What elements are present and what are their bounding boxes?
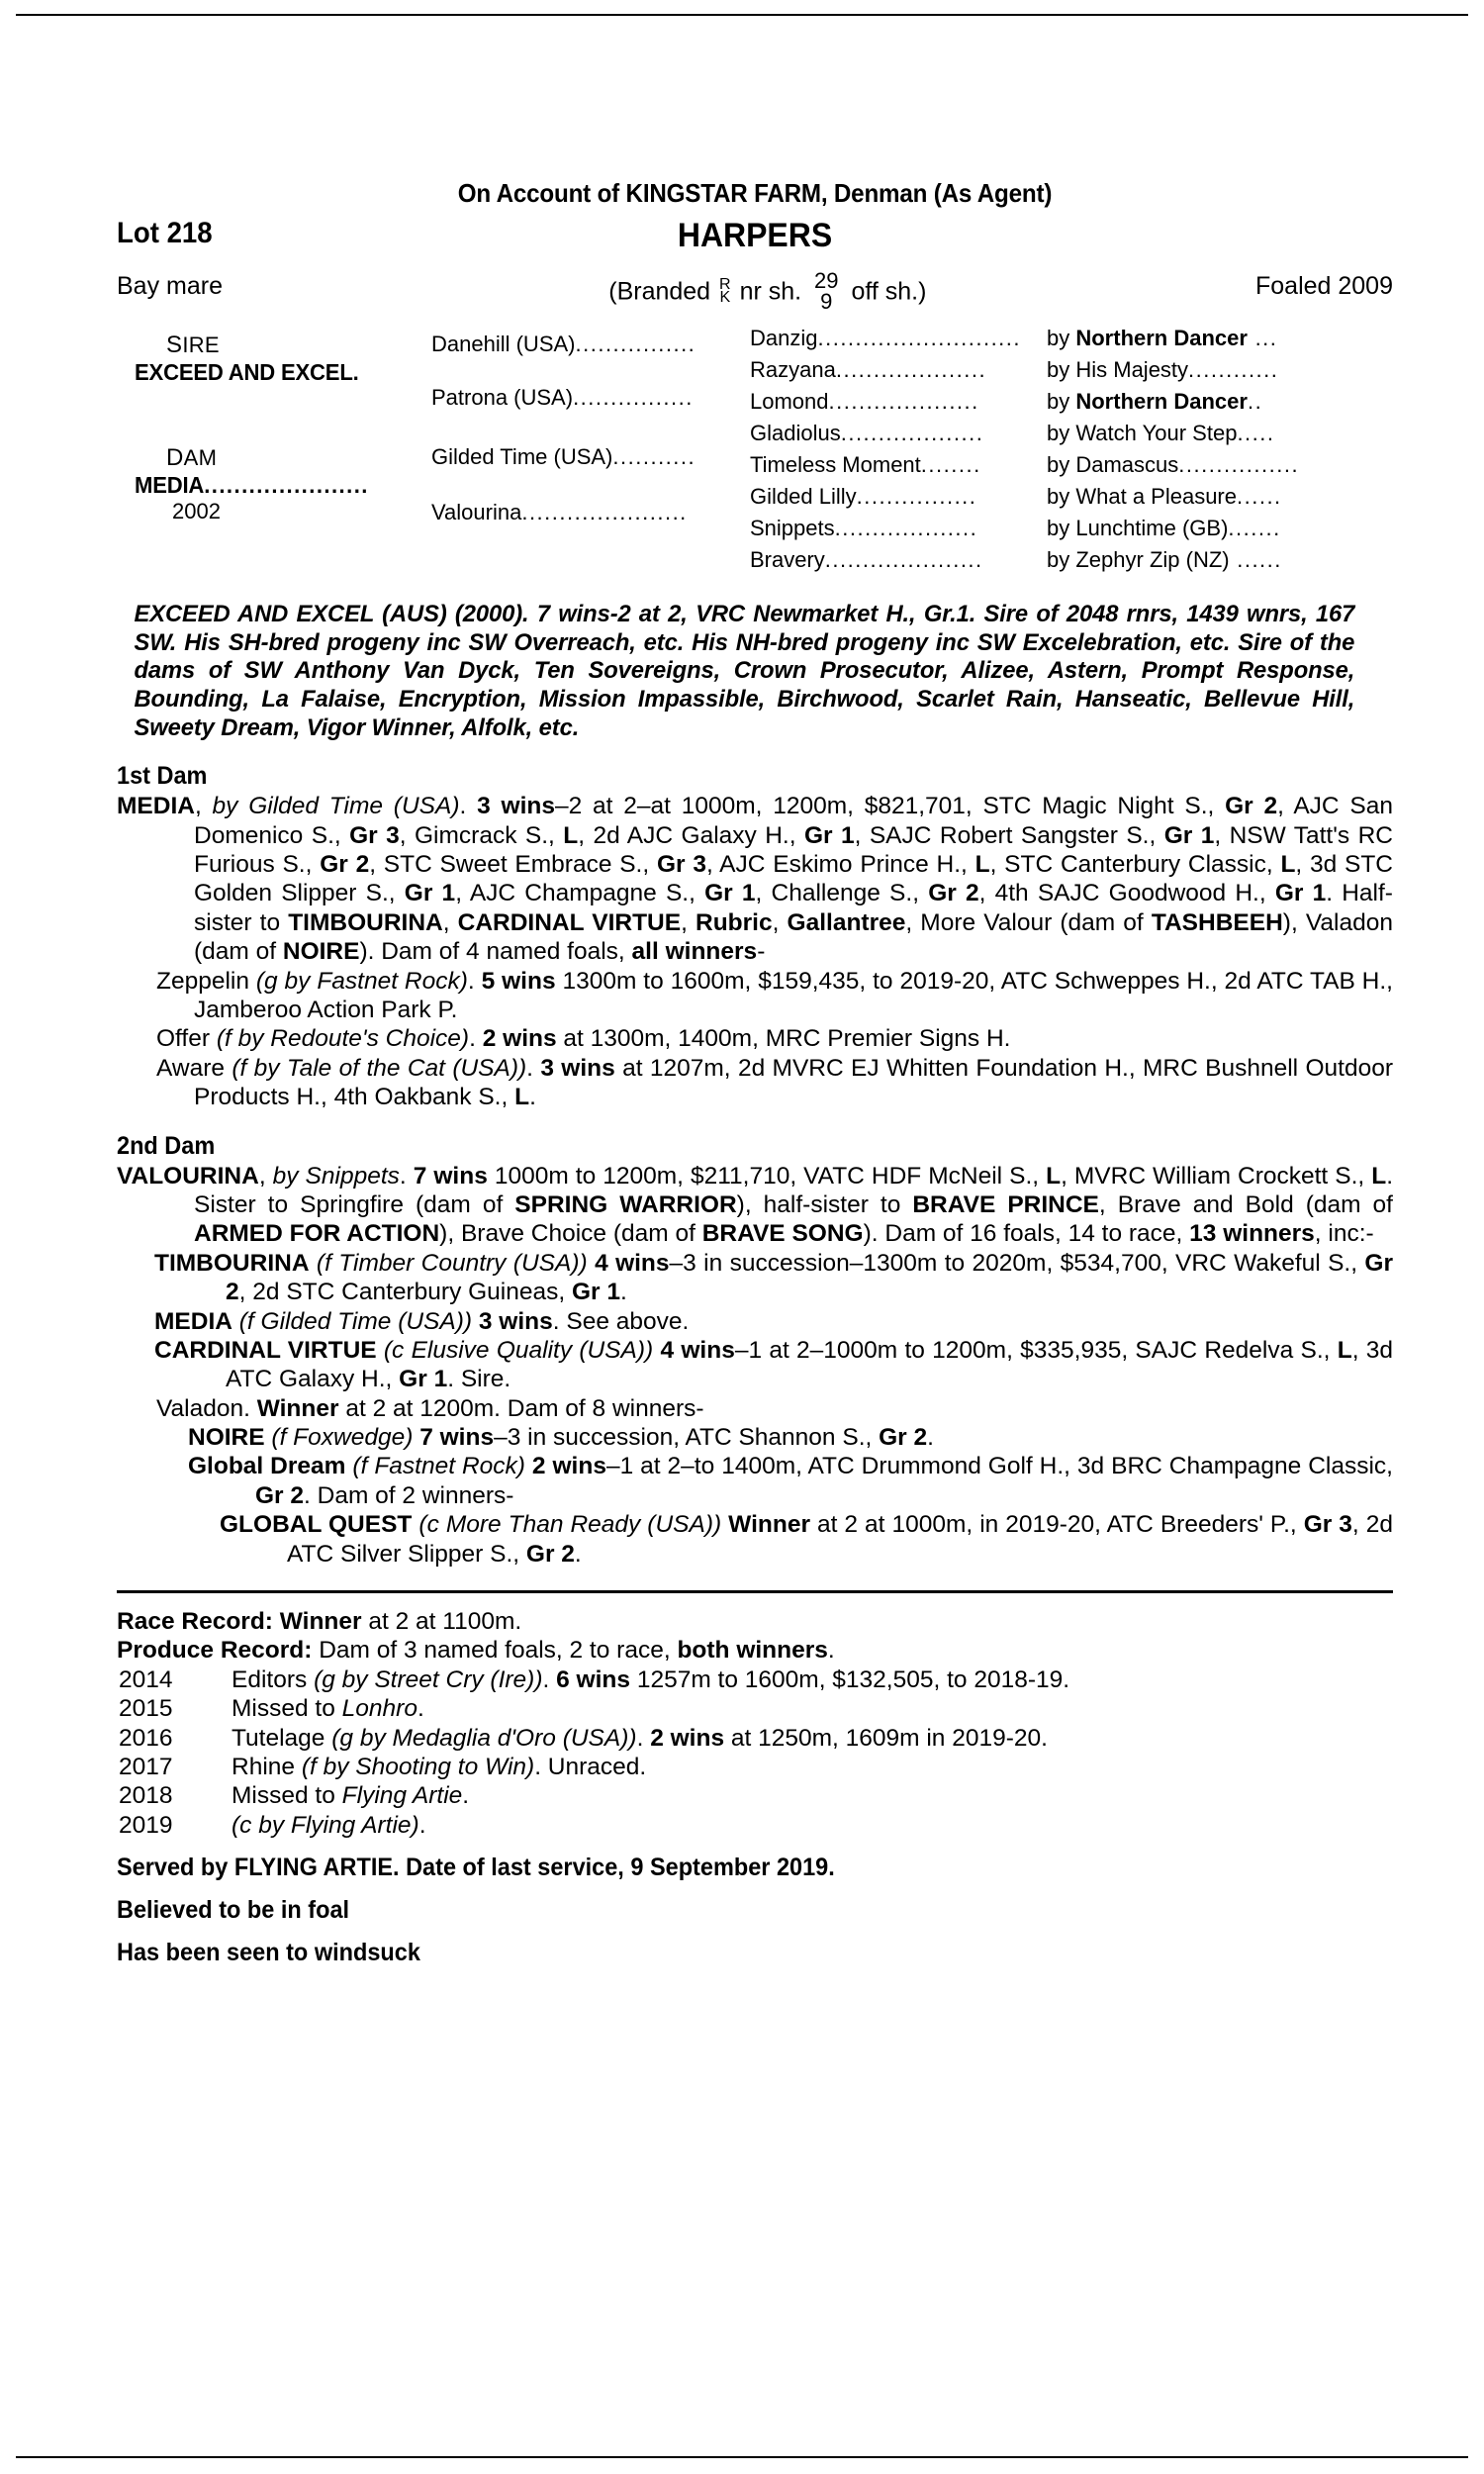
grandparent-row: Gladiolus................... [750, 421, 984, 445]
sire-name: EXCEED AND EXCEL. [135, 359, 359, 385]
second-dam-progeny-item: GLOBAL QUEST (c More Than Ready (USA)) Winner at 2 at 1000m, in 2019-20, ATC Breeders' P., Gr 3, 2d ATC Silver Slipper S., Gr 2. [220, 1511, 1393, 1568]
grandparent-row: Timeless Moment........ [750, 452, 981, 477]
second-dam-progeny-item: CARDINAL VIRTUE (c Elusive Quality (USA)) 4 wins–1 at 2–1000m to 1200m, $335,935, SAJC Redelva S., L, 3d ATC Galaxy H., Gr 1. Sire. [154, 1336, 1394, 1393]
produce-year-line: 2016 Tutelage (g by Medaglia d'Oro (USA)). 2 wins at 1250m, 1609m in 2019-20. [119, 1724, 1048, 1752]
brand-description [608, 268, 927, 314]
grandparent-row: Danzig........................... [750, 326, 1022, 350]
sire-block [135, 332, 368, 386]
footer-records [117, 1607, 1393, 1840]
grandparent-row: Razyana.................... [750, 357, 987, 382]
footer-divider [117, 1590, 1393, 1593]
page-bottom-rule [16, 2456, 1468, 2458]
brand-letter-top: R [719, 275, 731, 293]
first-dam-heading: 1st Dam [117, 762, 208, 791]
second-dam-progeny-item: TIMBOURINA (f Timber Country (USA)) 4 wins–3 in succession–1300m to 2020m, $534,700, VRC Wakeful S., Gr 2, 2d STC Canterbury Guineas, Gr 1. [154, 1249, 1394, 1306]
greatgrandsire-row: by Lunchtime (GB)....... [1047, 516, 1281, 540]
sire-label: SIRE [166, 332, 220, 358]
parent-row: Gilded Time (USA)........... [431, 444, 696, 469]
greatgrandsire-row: by Northern Dancer.. [1047, 389, 1263, 414]
parent-row: Patrona (USA)................ [431, 385, 694, 410]
second-dam-progeny-item: Global Dream (f Fastnet Rock) 2 wins–1 at 2–to 1400m, ATC Drummond Golf H., 3d BRC Champagne Classic, Gr 2. Dam of 2 winners- [188, 1453, 1393, 1509]
in-foal-line: Believed to be in foal [117, 1896, 350, 1925]
dam-block [135, 444, 379, 524]
pedigree-table [117, 326, 1393, 572]
second-dam-paragraph: VALOURINA, by Snippets. 7 wins 1000m to 1200m, $211,710, VATC HDF McNeil S., L, MVRC William Crockett S., L. Sister to Springfire (dam of SPRING WARRIOR), half-sister to BRAVE PRINCE, Brave and Bold (dam of ARMED FOR ACTION), Brave Choice (dam of BRAVE SONG). Dam of 16 foals, 14 to race, 13 winners, inc:- [117, 1162, 1393, 1248]
brand-number-top: 29 [814, 268, 839, 293]
second-dam-progeny-item: NOIRE (f Foxwedge) 7 wins–3 in succession, ATC Shannon S., Gr 2. [188, 1424, 934, 1452]
greatgrandsire-row: by What a Pleasure...... [1047, 484, 1282, 509]
second-dam-progeny-item: MEDIA (f Gilded Time (USA)) 3 wins. See above. [154, 1307, 690, 1335]
account-line: On Account of KINGSTAR FARM, Denman (As Agent) [457, 178, 1053, 208]
second-dam-progeny-item: Valadon. Winner at 2 at 1200m. Dam of 8 winners- [156, 1394, 704, 1422]
lot-row [117, 217, 1393, 260]
greatgrandsire-row: by Zephyr Zip (NZ) ...... [1047, 547, 1282, 572]
description-row [117, 266, 1393, 312]
produce-year-line: 2015 Missed to Lonhro. [119, 1695, 424, 1723]
second-dam-heading: 2nd Dam [117, 1131, 216, 1160]
windsuck-line: Has been seen to windsuck [117, 1939, 420, 1967]
foaled-year: Foaled 2009 [1254, 272, 1393, 300]
lot-number: Lot 218 [117, 217, 213, 249]
brand-letter-bottom: K [719, 288, 731, 306]
grandparent-row: Gilded Lilly................ [750, 484, 977, 509]
first-dam-progeny-item: Aware (f by Tale of the Cat (USA)). 3 wins at 1207m, 2d MVRC EJ Whitten Foundation H., MRC Bushnell Outdoor Products H., 4th Oakbank S., L. [156, 1054, 1393, 1111]
brand-number-bottom: 9 [820, 288, 833, 314]
page-content [117, 178, 1393, 1967]
brand-mark-letters [719, 275, 731, 306]
grandparent-row: Lomond.................... [750, 389, 979, 414]
parent-row: Valourina...................... [431, 500, 688, 524]
greatgrandsire-row: by Northern Dancer ... [1047, 326, 1278, 350]
first-dam-progeny-item: Offer (f by Redoute's Choice). 2 wins at 1300m, 1400m, MRC Premier Signs H. [156, 1025, 1011, 1053]
horse-name: HARPERS [677, 217, 833, 254]
produce-year-line: 2018 Missed to Flying Artie. [119, 1782, 470, 1810]
grandparent-row: Snippets................... [750, 516, 978, 540]
branded-prefix: (Branded [608, 277, 711, 306]
greatgrandsire-row: by Damascus................ [1047, 452, 1300, 477]
produce-year-line: 2019 (c by Flying Artie). [119, 1811, 426, 1839]
served-by-line: Served by FLYING ARTIE. Date of last service, 9 September 2019. [117, 1854, 835, 1882]
greatgrandsire-row: by Watch Your Step..... [1047, 421, 1275, 445]
greatgrandsire-row: by His Majesty............ [1047, 357, 1279, 382]
produce-record-line: Produce Record: Dam of 3 named foals, 2 to race, both winners. [117, 1637, 835, 1665]
brand-mark-numbers [814, 268, 839, 314]
parent-row: Danehill (USA)................ [431, 332, 696, 356]
first-dam-paragraph: MEDIA, by Gilded Time (USA). 3 wins–2 at 2–at 1000m, 1200m, $821,701, STC Magic Night S., Gr 2, AJC San Domenico S., Gr 3, Gimcrack S., L, 2d AJC Galaxy H., Gr 1, SAJC Robert Sangster S., Gr 1, NSW Tatt's RC Furious S., Gr 2, STC Sweet Embrace S., Gr 3, AJC Eskimo Prince H., L, STC Canterbury Classic, L, 3d STC Golden Slipper S., Gr 1, AJC Champagne S., Gr 1, Challenge S., Gr 2, 4th SAJC Goodwood H., Gr 1. Half-sister to TIMBOURINA, CARDINAL VIRTUE, Rubric, Gallantree, More Valour (dam of TASHBEEH), Valadon (dam of NOIRE). Dam of 4 named foals, all winners- [117, 793, 1394, 966]
produce-year-line: 2014 Editors (g by Street Cry (Ire)). 6 wins 1257m to 1600m, $132,505, to 2018-19. [119, 1665, 1070, 1693]
race-record-line: Race Record: Winner at 2 at 1100m. [117, 1608, 522, 1636]
produce-year-line: 2017 Rhine (f by Shooting to Win). Unraced. [119, 1754, 647, 1780]
branded-suffix: off sh.) [851, 277, 927, 306]
dam-label: DAM [166, 444, 218, 471]
colour-sex: Bay mare [117, 272, 223, 300]
grandparent-row: Bravery..................... [750, 547, 983, 572]
dam-year: 2002 [172, 499, 221, 523]
first-dam-progeny-item: Zeppelin (g by Fastnet Rock). 5 wins 1300m to 1600m, $159,435, to 2019-20, ATC Schweppes H., 2d ATC TAB H., Jamberoo Action Park P. [156, 967, 1393, 1024]
page-top-rule [16, 14, 1468, 16]
sire-summary-paragraph: EXCEED AND EXCEL (AUS) (2000). 7 wins-2 at 2, VRC Newmarket H., Gr.1. Sire of 2048 rnrs, 1439 wnrs, 167 SW. His SH-bred progeny inc SW Overreach, etc. His NH-bred progeny inc SW Excelebration, etc. Sire of the dams of SW Anthony Van Dyck, Ten Sovereigns, Crown Prosecutor, Alizee, Astern, Prompt Response, Bounding, La Falaise, Encryption, Mission Impassible, Birchwood, Scarlet Rain, Hanseatic, Bellevue Hill, Sweety Dream, Vigor Winner, Alfolk, etc. [134, 601, 1355, 741]
branded-mid: nr sh. [739, 277, 802, 306]
dam-name: MEDIA...................... [135, 472, 369, 498]
